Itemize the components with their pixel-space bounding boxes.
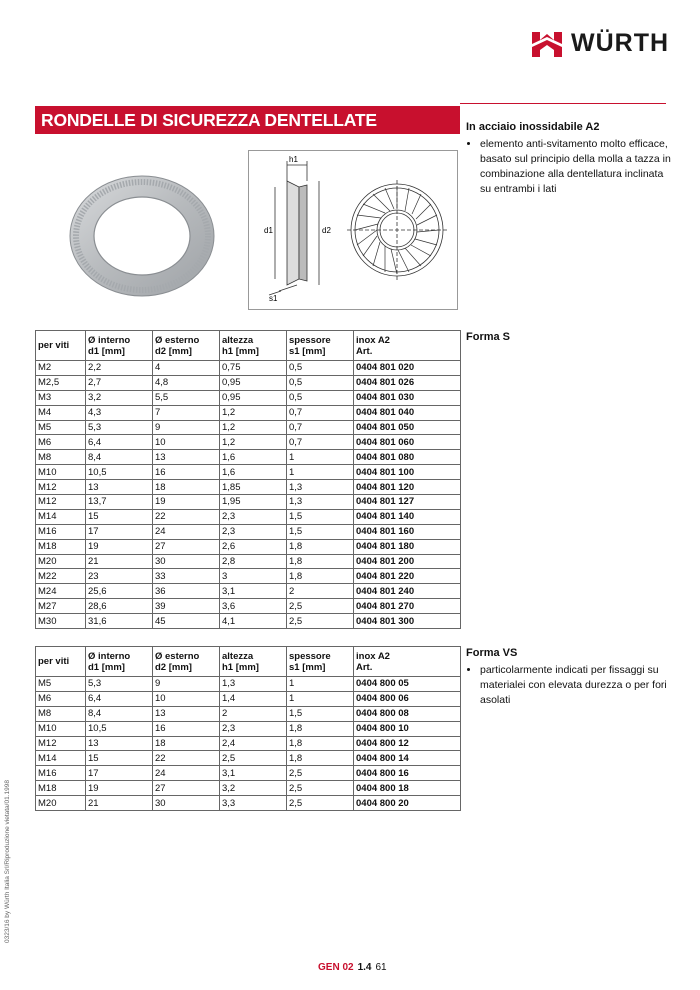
- table-cell: 17: [86, 524, 153, 539]
- table-cell: M5: [36, 677, 86, 692]
- table-cell: M14: [36, 509, 86, 524]
- article-number-cell: 0404 800 14: [354, 751, 461, 766]
- table-cell: 28,6: [86, 599, 153, 614]
- table-row: [36, 375, 461, 390]
- table-row: [36, 495, 461, 510]
- table-cell: M20: [36, 554, 86, 569]
- table-row: [36, 554, 461, 569]
- table-cell: 8,4: [86, 450, 153, 465]
- forma-s-section: [466, 330, 676, 347]
- table-cell: 22: [153, 751, 220, 766]
- table-cell: 4: [153, 361, 220, 376]
- table-cell: M12: [36, 495, 86, 510]
- table-cell: 21: [86, 796, 153, 811]
- table-header-row: [36, 331, 461, 361]
- table-cell: 10: [153, 691, 220, 706]
- table-cell: M8: [36, 450, 86, 465]
- table-cell: 2,5: [287, 766, 354, 781]
- table-cell: 39: [153, 599, 220, 614]
- table-cell: 45: [153, 614, 220, 629]
- table-cell: 3,1: [220, 766, 287, 781]
- intro-bullet: • elemento anti-svitamento molto efficace, basato sul principio della molla a tazza in combinazione alla dentellatura inclinata su entrambi i lati: [480, 137, 676, 197]
- column-header-line: altezza: [222, 650, 254, 662]
- table-cell: 2,5: [287, 781, 354, 796]
- article-number-cell: 0404 801 270: [354, 599, 461, 614]
- table-cell: 3,2: [220, 781, 287, 796]
- article-number-cell: 0404 801 127: [354, 495, 461, 510]
- table-cell: 1,6: [220, 465, 287, 480]
- column-header-unit: h1 [mm]: [222, 345, 259, 357]
- article-number-cell: 0404 800 05: [354, 677, 461, 692]
- table-cell: 1,3: [220, 677, 287, 692]
- technical-drawing: [248, 150, 458, 310]
- label-d2: d2: [322, 226, 331, 235]
- column-header-unit: d2 [mm]: [155, 661, 192, 673]
- table-cell: 0,7: [287, 420, 354, 435]
- table-cell: M6: [36, 435, 86, 450]
- table-cell: M22: [36, 569, 86, 584]
- table-cell: 30: [153, 554, 220, 569]
- page-footer: [318, 962, 387, 973]
- article-number-cell: 0404 801 040: [354, 405, 461, 420]
- table-cell: 3,6: [220, 599, 287, 614]
- brand-logo: [530, 27, 670, 65]
- table-cell: 1,2: [220, 435, 287, 450]
- article-number-cell: 0404 801 026: [354, 375, 461, 390]
- article-number-cell: 0404 801 120: [354, 480, 461, 495]
- side-credit: 0323/16 by Würth Italia Srl/Riproduzione vietata/01.1998: [4, 780, 11, 943]
- article-number-cell: 0404 801 060: [354, 435, 461, 450]
- wurth-logo-icon: [530, 30, 564, 58]
- article-number-cell: 0404 801 020: [354, 361, 461, 376]
- article-number-cell: 0404 800 12: [354, 736, 461, 751]
- table-cell: 16: [153, 465, 220, 480]
- table-cell: 5,5: [153, 390, 220, 405]
- table-cell: 13,7: [86, 495, 153, 510]
- column-header: [36, 647, 86, 677]
- table-cell: 2,3: [220, 721, 287, 736]
- table-cell: 13: [86, 736, 153, 751]
- washer-photo: [62, 170, 222, 300]
- column-header-unit: d2 [mm]: [155, 345, 192, 357]
- table-cell: M3: [36, 390, 86, 405]
- footer-section: GEN 02: [318, 962, 354, 973]
- table-cell: 1,8: [287, 721, 354, 736]
- table-cell: M10: [36, 465, 86, 480]
- column-header-line: per viti: [38, 656, 70, 667]
- table-row: [36, 614, 461, 629]
- intro-section: [466, 120, 676, 197]
- table-cell: M2,5: [36, 375, 86, 390]
- table-cell: 10: [153, 435, 220, 450]
- forma-vs-bullet: • particolarmente indicati per fissaggi su materialei con elevata durezza o per fori asolati: [480, 663, 676, 708]
- table-cell: 1,2: [220, 405, 287, 420]
- table-cell: 1,6: [220, 450, 287, 465]
- table-cell: 5,3: [86, 420, 153, 435]
- table-cell: M12: [36, 736, 86, 751]
- table-cell: 2,5: [287, 796, 354, 811]
- footer-chapter: 1.4: [357, 962, 372, 973]
- table-cell: 1: [287, 691, 354, 706]
- column-header: [287, 331, 354, 361]
- table-row: [36, 706, 461, 721]
- table-cell: 2,5: [287, 614, 354, 629]
- table-cell: 0,7: [287, 435, 354, 450]
- column-header: [153, 647, 220, 677]
- table-cell: M5: [36, 420, 86, 435]
- table-cell: 8,4: [86, 706, 153, 721]
- column-header-unit: s1 [mm]: [289, 661, 326, 673]
- table-cell: 0,5: [287, 361, 354, 376]
- table-cell: 13: [153, 706, 220, 721]
- column-header-line: Ø esterno: [155, 334, 200, 346]
- table-cell: M4: [36, 405, 86, 420]
- article-number-cell: 0404 800 20: [354, 796, 461, 811]
- table-cell: 36: [153, 584, 220, 599]
- table-cell: 4,3: [86, 405, 153, 420]
- table-cell: M18: [36, 539, 86, 554]
- article-number-cell: 0404 801 160: [354, 524, 461, 539]
- table-row: [36, 361, 461, 376]
- column-header-unit: Art.: [356, 661, 373, 673]
- table-row: [36, 766, 461, 781]
- brand-name: WÜRTH: [571, 29, 670, 57]
- label-s1: s1: [269, 294, 278, 303]
- table-row: [36, 691, 461, 706]
- intro-heading: In acciaio inossidabile A2: [466, 121, 600, 133]
- column-header: [86, 331, 153, 361]
- table-cell: 18: [153, 480, 220, 495]
- article-number-cell: 0404 801 220: [354, 569, 461, 584]
- table-cell: 2,6: [220, 539, 287, 554]
- table-cell: 2: [287, 584, 354, 599]
- table-cell: 2,2: [86, 361, 153, 376]
- table-row: [36, 584, 461, 599]
- forma-vs-table: [35, 646, 461, 811]
- table-row: [36, 599, 461, 614]
- column-header-line: altezza: [222, 334, 254, 346]
- table-cell: 0,75: [220, 361, 287, 376]
- column-header: [220, 331, 287, 361]
- table-cell: M27: [36, 599, 86, 614]
- table-cell: 0,5: [287, 390, 354, 405]
- table-cell: M8: [36, 706, 86, 721]
- table-cell: 0,95: [220, 390, 287, 405]
- forma-vs-bullets: [466, 663, 676, 708]
- table-cell: M20: [36, 796, 86, 811]
- table-row: [36, 509, 461, 524]
- column-header: [86, 647, 153, 677]
- article-number-cell: 0404 800 10: [354, 721, 461, 736]
- table-row: [36, 450, 461, 465]
- article-number-cell: 0404 801 300: [354, 614, 461, 629]
- table-cell: 1,8: [287, 569, 354, 584]
- table-header-row: [36, 647, 461, 677]
- table-cell: 1: [287, 677, 354, 692]
- table-row: [36, 420, 461, 435]
- label-d1: d1: [264, 226, 273, 235]
- header-rule: [460, 103, 666, 104]
- table-cell: 1,4: [220, 691, 287, 706]
- article-number-cell: 0404 800 08: [354, 706, 461, 721]
- column-header: [36, 331, 86, 361]
- table-cell: 0,95: [220, 375, 287, 390]
- table-cell: 4,8: [153, 375, 220, 390]
- column-header: [354, 647, 461, 677]
- table-cell: 6,4: [86, 691, 153, 706]
- table-row: [36, 736, 461, 751]
- table-row: [36, 524, 461, 539]
- column-header-line: inox A2: [356, 650, 390, 662]
- table-cell: 1: [287, 450, 354, 465]
- table-cell: 10,5: [86, 721, 153, 736]
- article-number-cell: 0404 801 140: [354, 509, 461, 524]
- table-cell: 1,5: [287, 706, 354, 721]
- column-header-unit: s1 [mm]: [289, 345, 326, 357]
- table-cell: M6: [36, 691, 86, 706]
- table-row: [36, 677, 461, 692]
- forma-vs-heading: Forma VS: [466, 647, 518, 659]
- table-cell: M14: [36, 751, 86, 766]
- table-row: [36, 721, 461, 736]
- table-cell: 2: [220, 706, 287, 721]
- table-cell: 2,8: [220, 554, 287, 569]
- table-cell: 27: [153, 781, 220, 796]
- table-cell: 19: [86, 539, 153, 554]
- table-cell: M12: [36, 480, 86, 495]
- table-row: [36, 569, 461, 584]
- table-cell: 7: [153, 405, 220, 420]
- table-cell: 1,8: [287, 751, 354, 766]
- table-cell: 3,1: [220, 584, 287, 599]
- column-header-unit: Art.: [356, 345, 373, 357]
- table-cell: 1,5: [287, 524, 354, 539]
- table-cell: 30: [153, 796, 220, 811]
- table-cell: 1: [287, 465, 354, 480]
- column-header-line: Ø interno: [88, 650, 131, 662]
- table-cell: M24: [36, 584, 86, 599]
- table-cell: 2,5: [287, 599, 354, 614]
- article-number-cell: 0404 801 080: [354, 450, 461, 465]
- table-cell: 3,2: [86, 390, 153, 405]
- article-number-cell: 0404 801 100: [354, 465, 461, 480]
- table-cell: M18: [36, 781, 86, 796]
- table-cell: 0,5: [287, 375, 354, 390]
- column-header: [153, 331, 220, 361]
- column-header-line: inox A2: [356, 334, 390, 346]
- intro-bullets: [466, 137, 676, 197]
- washer-cross-section-diagram: [249, 151, 457, 309]
- table-row: [36, 539, 461, 554]
- title-bar: [35, 106, 460, 134]
- table-cell: 15: [86, 751, 153, 766]
- table-cell: M30: [36, 614, 86, 629]
- table-cell: 2,3: [220, 524, 287, 539]
- table-cell: 13: [153, 450, 220, 465]
- table-cell: 2,7: [86, 375, 153, 390]
- table-row: [36, 405, 461, 420]
- column-header: [354, 331, 461, 361]
- table-cell: 2,3: [220, 509, 287, 524]
- forma-vs-section: [466, 646, 676, 708]
- table-row: [36, 480, 461, 495]
- table-cell: 17: [86, 766, 153, 781]
- table-cell: M2: [36, 361, 86, 376]
- table-row: [36, 435, 461, 450]
- table-cell: 15: [86, 509, 153, 524]
- table-cell: 16: [153, 721, 220, 736]
- table-cell: 5,3: [86, 677, 153, 692]
- column-header-unit: d1 [mm]: [88, 661, 125, 673]
- table-cell: 9: [153, 420, 220, 435]
- article-number-cell: 0404 800 06: [354, 691, 461, 706]
- table-cell: 2,4: [220, 736, 287, 751]
- table-cell: 19: [86, 781, 153, 796]
- column-header: [287, 647, 354, 677]
- table-cell: 1,8: [287, 554, 354, 569]
- table-row: [36, 465, 461, 480]
- table-cell: 10,5: [86, 465, 153, 480]
- table-cell: 21: [86, 554, 153, 569]
- table-cell: 1,2: [220, 420, 287, 435]
- table-cell: 22: [153, 509, 220, 524]
- table-cell: 3,3: [220, 796, 287, 811]
- table-cell: 6,4: [86, 435, 153, 450]
- article-number-cell: 0404 800 16: [354, 766, 461, 781]
- article-number-cell: 0404 801 200: [354, 554, 461, 569]
- column-header-line: per viti: [38, 340, 70, 351]
- column-header-line: spessore: [289, 650, 331, 662]
- table-cell: 1,95: [220, 495, 287, 510]
- table-cell: 1,5: [287, 509, 354, 524]
- table-cell: 31,6: [86, 614, 153, 629]
- forma-s-table: [35, 330, 461, 629]
- table-cell: 18: [153, 736, 220, 751]
- table-cell: 1,8: [287, 539, 354, 554]
- table-cell: 1,3: [287, 480, 354, 495]
- article-number-cell: 0404 801 180: [354, 539, 461, 554]
- column-header-line: Ø esterno: [155, 650, 200, 662]
- column-header-unit: d1 [mm]: [88, 345, 125, 357]
- column-header-line: Ø interno: [88, 334, 131, 346]
- table-cell: 19: [153, 495, 220, 510]
- column-header-line: spessore: [289, 334, 331, 346]
- article-number-cell: 0404 801 050: [354, 420, 461, 435]
- table-cell: 25,6: [86, 584, 153, 599]
- table-cell: 1,3: [287, 495, 354, 510]
- table-cell: M16: [36, 524, 86, 539]
- table-cell: 1,8: [287, 736, 354, 751]
- table-cell: 13: [86, 480, 153, 495]
- footer-page: 61: [375, 962, 387, 973]
- table-cell: 2,5: [220, 751, 287, 766]
- table-cell: M16: [36, 766, 86, 781]
- table-cell: 33: [153, 569, 220, 584]
- page-title: RONDELLE DI SICUREZZA DENTELLATE: [41, 110, 377, 130]
- table-cell: 24: [153, 766, 220, 781]
- table-cell: 0,7: [287, 405, 354, 420]
- table-cell: 3: [220, 569, 287, 584]
- table-cell: 9: [153, 677, 220, 692]
- table-row: [36, 796, 461, 811]
- table-cell: 23: [86, 569, 153, 584]
- article-number-cell: 0404 801 030: [354, 390, 461, 405]
- column-header-unit: h1 [mm]: [222, 661, 259, 673]
- table-row: [36, 751, 461, 766]
- table-cell: M10: [36, 721, 86, 736]
- forma-s-heading: Forma S: [466, 331, 511, 343]
- table-cell: 1,85: [220, 480, 287, 495]
- table-row: [36, 390, 461, 405]
- table-cell: 27: [153, 539, 220, 554]
- table-cell: 24: [153, 524, 220, 539]
- article-number-cell: 0404 800 18: [354, 781, 461, 796]
- article-number-cell: 0404 801 240: [354, 584, 461, 599]
- label-h1: h1: [289, 155, 298, 164]
- column-header: [220, 647, 287, 677]
- table-row: [36, 781, 461, 796]
- table-cell: 4,1: [220, 614, 287, 629]
